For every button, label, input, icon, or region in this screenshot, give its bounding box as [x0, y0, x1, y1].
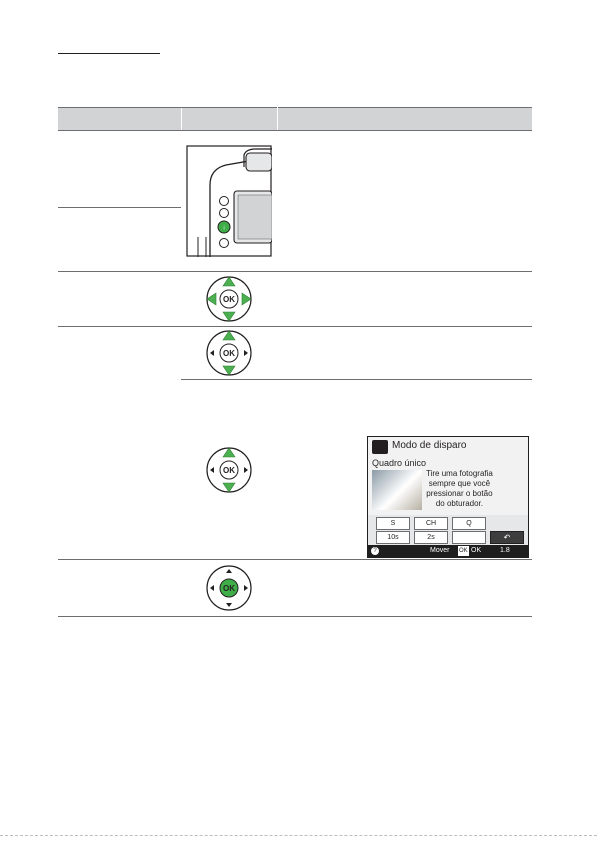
- screen-description-line: Tire uma fotografia: [426, 469, 493, 478]
- svg-text:OK: OK: [223, 465, 235, 475]
- svg-text:OK: OK: [223, 295, 235, 304]
- camera-mode-icon: [372, 440, 388, 454]
- footer-value: 1.8: [500, 547, 510, 554]
- table-header-step: [58, 108, 181, 131]
- footer-ok-badge: OK: [459, 548, 468, 554]
- svg-text:i: i: [223, 225, 225, 232]
- step-cell-top: [58, 131, 181, 207]
- control-cell: [181, 272, 277, 327]
- mode-timer-10s-button[interactable]: 10s: [376, 531, 410, 544]
- page-bottom-rule: [0, 835, 597, 836]
- control-cell: [181, 327, 277, 380]
- screen-title-bar: [368, 437, 528, 458]
- table-row: [58, 560, 532, 617]
- screen-body: [368, 457, 528, 515]
- step-cell: [58, 327, 181, 560]
- camera-back-illustration-icon: [186, 145, 272, 257]
- mode-grid: [368, 515, 528, 545]
- table-header-control: [181, 108, 277, 131]
- footer-ok: OK: [471, 547, 482, 554]
- step-cell: [58, 560, 181, 617]
- svg-text:OK: OK: [223, 584, 235, 593]
- description-cell: [277, 131, 532, 272]
- description-cell: [277, 327, 532, 380]
- mode-remote-button[interactable]: [452, 531, 486, 544]
- table-header-description: [277, 108, 532, 131]
- table-row: [58, 272, 532, 327]
- mode-quiet-button[interactable]: Q: [452, 517, 486, 530]
- description-cell: [277, 272, 532, 327]
- table-header-row: [58, 108, 532, 131]
- table-row: [58, 327, 532, 380]
- svg-text:OK: OK: [223, 349, 235, 358]
- multi-selector-up-down-icon: [204, 328, 254, 378]
- control-cell: [181, 560, 277, 617]
- control-cell: [181, 131, 277, 272]
- help-icon: ?: [371, 547, 379, 555]
- steps-table: [58, 107, 532, 617]
- section-title-underline: [58, 53, 160, 54]
- screen-subtitle: Quadro único: [372, 458, 427, 468]
- table-row: [58, 131, 532, 272]
- camera-screen: [367, 436, 529, 558]
- mode-continuous-button[interactable]: CH: [414, 517, 448, 530]
- mode-remote-2s-button[interactable]: 2s: [414, 531, 448, 544]
- screen-footer: [368, 545, 528, 557]
- back-icon[interactable]: ↶: [490, 531, 524, 544]
- screen-description-line: do obturador.: [435, 499, 483, 508]
- step-cell: [58, 272, 181, 327]
- control-cell: [181, 380, 277, 560]
- multi-selector-ok-icon: [204, 563, 254, 613]
- screen-description-line: sempre que você: [428, 479, 491, 488]
- multi-selector-four-way-icon: [204, 274, 254, 324]
- step-cell: [58, 131, 181, 272]
- footer-move: Mover: [430, 547, 450, 554]
- description-cell: [277, 560, 532, 617]
- multi-selector-four-way-icon: [204, 445, 254, 495]
- description-cell: [277, 380, 532, 560]
- step-cell-bottom: [58, 207, 181, 271]
- screen-description-line: pressionar o botão: [426, 489, 493, 498]
- screen-description: [426, 469, 493, 509]
- mode-single-frame-button[interactable]: S: [376, 517, 410, 530]
- screen-title: Modo de disparo: [392, 440, 467, 451]
- screen-thumbnail: [372, 470, 422, 510]
